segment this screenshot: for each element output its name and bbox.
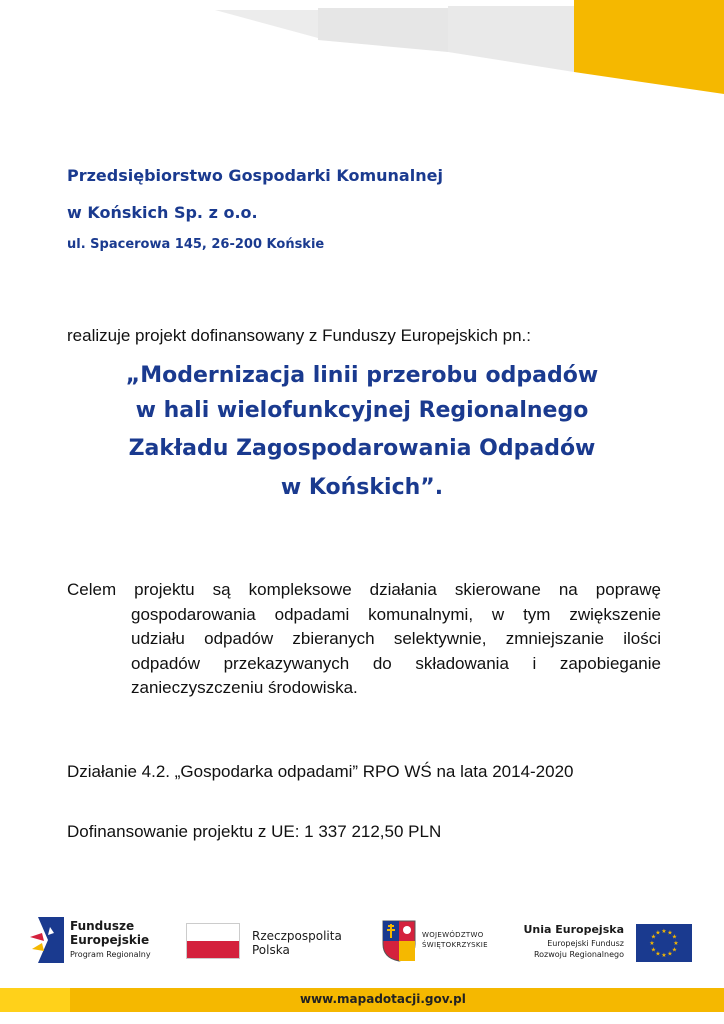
goal-line4: odpadów przekazywanych do składowania i zapobieganie bbox=[131, 653, 661, 673]
coat-of-arms-icon bbox=[382, 920, 416, 962]
goal-line3: udziału odpadów zbieranych selektywnie, zmniejszanie ilości bbox=[131, 629, 661, 648]
svg-text:★: ★ bbox=[655, 929, 661, 937]
measure-text: Działanie 4.2. „Gospodarka odpadami” RPO WŚ na lata 2014-2020 bbox=[67, 762, 574, 781]
company-address: ul. Spacerowa 145, 26-200 Końskie bbox=[67, 237, 325, 252]
website-link[interactable]: www.mapadotacji.gov.pl bbox=[300, 992, 466, 1006]
fe-line3: Program Regionalny bbox=[70, 950, 151, 959]
logo-rzeczpospolita-polska bbox=[186, 923, 356, 963]
svg-text:★: ★ bbox=[649, 940, 655, 947]
project-title-line1: „Modernizacja linii przerobu odpadów bbox=[125, 363, 599, 388]
goal-line2: gospodarowania odpadami komunalnymi, w tym zwiększenie bbox=[131, 604, 661, 624]
svg-text:★: ★ bbox=[671, 946, 678, 954]
project-title-line2: w hali wielofunkcyjnej Regionalnego bbox=[135, 398, 589, 423]
ue-line1: Unia Europejska bbox=[523, 923, 624, 936]
ue-line2: Europejski Fundusz bbox=[547, 939, 624, 948]
project-goal bbox=[67, 578, 661, 701]
goal-line5: zanieczyszczeniu środowiska. bbox=[131, 678, 358, 697]
polish-flag-icon bbox=[186, 923, 240, 959]
fundusze-europejskie-icon bbox=[30, 915, 66, 965]
logo-fundusze-europejskie bbox=[30, 915, 200, 965]
ue-line3: Rozwoju Regionalnego bbox=[533, 950, 624, 959]
svg-text:★: ★ bbox=[671, 933, 678, 941]
goal-line1: Celem projektu są kompleksowe działania skierowane na poprawę bbox=[67, 580, 661, 599]
ws-line2: ŚWIĘTOKRZYSKIE bbox=[422, 941, 488, 949]
intro-text: realizuje projekt dofinansowany z Funduszy Europejskich pn.: bbox=[67, 326, 531, 345]
company-name-line2: w Końskich Sp. z o.o. bbox=[67, 203, 258, 222]
top-decoration bbox=[0, 0, 724, 100]
rp-line1: Rzeczpospolita bbox=[252, 929, 342, 943]
fe-line1: Fundusze bbox=[70, 919, 135, 933]
project-title-line3: Zakładu Zagospodarowania Odpadów bbox=[128, 436, 596, 461]
svg-text:★: ★ bbox=[655, 950, 661, 958]
funding-text: Dofinansowanie projektu z UE: 1 337 212,50 PLN bbox=[67, 822, 442, 841]
svg-text:★: ★ bbox=[661, 952, 667, 959]
logo-unia-europejska bbox=[520, 920, 700, 964]
svg-text:★: ★ bbox=[667, 950, 673, 958]
svg-text:★: ★ bbox=[667, 929, 673, 937]
ws-line1: WOJEWÓDZTWO bbox=[422, 931, 484, 939]
svg-text:★: ★ bbox=[673, 940, 679, 947]
rp-line2: Polska bbox=[252, 943, 290, 957]
company-name-line1: Przedsiębiorstwo Gospodarki Komunalnej bbox=[67, 166, 443, 185]
fe-line2: Europejskie bbox=[70, 933, 150, 947]
eu-flag-icon bbox=[636, 924, 692, 962]
logo-wojewodztwo-swietokrzyskie bbox=[382, 920, 502, 964]
svg-text:★: ★ bbox=[650, 946, 657, 954]
svg-text:★: ★ bbox=[650, 933, 657, 941]
svg-text:★: ★ bbox=[661, 928, 667, 935]
project-title-line4: w Końskich”. bbox=[280, 475, 444, 500]
